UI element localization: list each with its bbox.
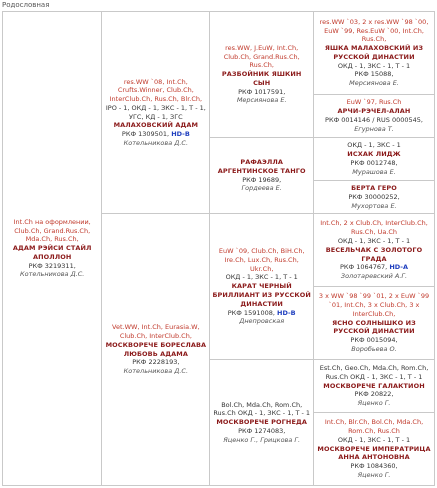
dsd-reg: РКФ 0015094, — [350, 336, 398, 345]
dam-name-link[interactable]: МОСКВОРЕЧЕ БОРЕСЛАВА ЛЮБОВЬ АДАМА — [105, 340, 207, 358]
dds-tests: Est.Ch, Geo.Ch, Mda.Ch, Rom.Ch, Rus.Ch ОКД - 1, ЗКС - 1, Т - 1 — [319, 364, 429, 381]
ds-reg: РКФ 1591008, — [227, 308, 275, 317]
ssd-owner: Егурнова Т. — [354, 124, 394, 133]
sire-titles: res.WW `08, Int.Ch, Crufts.Winner, Club.Ch, InterClub.Ch, Rus.Ch, Blr.Ch, — [109, 77, 203, 104]
dog-name-link[interactable]: АДАМ РЭЙСИ СТАЙЛ АПОЛЛОН — [12, 244, 92, 261]
sdd-reg: РКФ 30000252, — [348, 192, 400, 201]
ss-titles: res.WW, J.EuW, Int.Ch, Club.Ch, Grand.Rus.Ch, Rus.Ch, — [223, 43, 300, 70]
ss-owner: Мерсиянова Е. — [236, 96, 287, 105]
ssd-titles: EuW `97, Rus.Ch — [346, 98, 402, 107]
dds-reg: РКФ 20822, — [354, 390, 394, 399]
ds-owner: Днепровская — [239, 317, 285, 326]
sire-owner: Котельникова Д.С. — [123, 138, 189, 147]
pedigree-cell-dsd — [314, 287, 435, 360]
ssd-reg: РКФ 0014146 / RUS 0000545, — [325, 115, 423, 124]
pedigree-cell-ss — [210, 12, 314, 138]
sire-reg: РКФ 1309501, — [121, 130, 170, 139]
sire-tests: IPO - 1, ОКД - 1, ЗКС - 1, Т - 1, УГС, КД - 1, ЗГС — [105, 103, 206, 121]
dss-hd: HD-A — [389, 263, 408, 272]
pedigree-table — [2, 11, 435, 486]
ddd-owner: Яценко Г. — [357, 470, 391, 479]
sire-name-link[interactable]: МАЛАХОВСКИЙ АДАМ — [113, 121, 199, 130]
pedigree-cell-dog — [3, 12, 102, 486]
dog-reg: РКФ 3219311, — [28, 261, 76, 270]
sds-name-link[interactable]: ИСХАК ЛИДЖ — [347, 150, 401, 159]
dd-owner: Яценко Г., Грицкова Г. — [223, 435, 301, 444]
ss-reg: РКФ 1017591, — [238, 87, 286, 96]
sds-owner: Мурашова Е. — [352, 167, 396, 176]
ssd-name-link[interactable]: АРЧИ-РЭЧЕЛ-АЛАН — [337, 107, 411, 116]
ds-titles: EuW `09, Club.Ch, BiH.Ch, Ire.Ch, Lux.Ch, Rus.Ch, Ukr.Ch, — [218, 247, 305, 273]
sd-owner: Гордеева Е. — [241, 184, 282, 193]
pedigree-cell-dam — [102, 214, 210, 486]
dss-tests: ОКД - 1, ЗКС - 1, Т - 1 — [337, 237, 411, 246]
sdd-owner: Мухортова Е. — [351, 201, 397, 210]
dog-owner: Котельникова Д.С. — [19, 270, 85, 279]
dsd-owner: Воробьева О. — [351, 344, 397, 353]
ddd-titles: Int.Ch, Blr.Ch, Bol.Ch, Mda.Ch, Rom.Ch, Rus.Ch — [324, 418, 424, 436]
dam-owner: Котельникова Д.С. — [123, 367, 189, 376]
ds-hd: HD-B — [277, 308, 296, 317]
dd-name-link[interactable]: МОСКВОРЕЧЕ РОГНЕДА — [216, 418, 308, 427]
sss-tests: ОКД - 1, ЗКС - 1, Т - 1 — [337, 61, 411, 70]
pedigree-cell-sdd — [314, 181, 435, 214]
dd-reg: РКФ 1274083, — [238, 426, 286, 435]
pedigree-cell-ds — [210, 214, 314, 360]
sss-owner: Мерсиянова Е. — [349, 79, 399, 88]
ss-name-link[interactable]: РАЗБОЙНИК ЯШКИН СЫН — [221, 70, 302, 87]
pedigree-cell-sire — [102, 12, 210, 214]
sire-hd: HD-B — [171, 130, 190, 139]
pedigree-cell-sss — [314, 12, 435, 95]
dss-titles: Int.Ch, 2 x Club.Ch, InterClub.Ch, Rus.Ch, Ua.Ch — [320, 219, 428, 237]
dam-titles: Vet.WW, Int.Ch, Eurasia.W, Club.Ch, InterClub.Ch, — [112, 323, 200, 341]
page-title: Родословная — [2, 1, 50, 9]
ddd-name-link[interactable]: МОСКВОРЕЧЕ ИМПЕРАТРИЦА АННА АНТОНОВНА — [317, 444, 431, 462]
dds-name-link[interactable]: МОСКВОРЕЧЕ ГАЛАКТИОН — [323, 381, 425, 390]
pedigree-cell-sds — [314, 137, 435, 180]
dss-name-link[interactable]: ВЕСЕЛЬЧАК С ЗОЛОТОГО ГРАДА — [325, 245, 423, 263]
dd-tests: Bol.Ch, Mda.Ch, Rom.Ch, Rus.Ch ОКД - 1, ЗКС - 1, Т - 1 — [213, 400, 311, 418]
dog-titles: Int.Ch на оформлении, Club.Ch, Grand.Rus.Ch, Mda.Ch, Rus.Ch, — [13, 217, 91, 244]
sds-tests: ОКД - 1, ЗКС - 1 — [347, 141, 401, 150]
dss-reg: РКФ 1064767, — [340, 263, 388, 272]
sdd-name-link[interactable]: БЕРТА ГЕРО — [351, 183, 397, 192]
sss-titles: res.WW `03, 2 x res.WW `98 `00, EuW `99, Res.EuW `00, Int.Ch, Rus.Ch, — [319, 17, 429, 44]
sd-reg: РКФ 19689, — [242, 175, 282, 184]
ddd-tests: ОКД - 1, ЗКС - 1, Т - 1 — [337, 435, 411, 444]
sd-name-link[interactable]: РАФАЭЛЛА АРГЕНТИНСКОЕ ТАНГО — [217, 158, 306, 175]
dsd-titles: 3 x WW `98 `99 `01, 2 x EuW `99 `01, Int.Ch, 3 x Club.Ch, 3 x InterClub.Ch, — [318, 292, 430, 318]
pedigree-cell-sd — [210, 137, 314, 213]
sss-reg: РКФ 15088, — [354, 70, 394, 79]
pedigree-cell-dss — [314, 214, 435, 287]
pedigree-cell-dd — [210, 360, 314, 486]
pedigree-cell-ddd — [314, 413, 435, 486]
ds-name-link[interactable]: КАРАТ ЧЕРНЫЙ БРИЛЛИАНТ ИЗ РУССКОЙ ДИНАСТИИ — [212, 282, 311, 308]
pedigree-cell-ssd — [314, 94, 435, 137]
dam-reg: РКФ 2228193, — [132, 358, 180, 367]
pedigree-cell-dds — [314, 360, 435, 413]
sds-reg: РКФ 0012748, — [350, 158, 398, 167]
ds-tests: ОКД - 1, ЗКС - 1, Т - 1 — [225, 273, 298, 282]
dsd-name-link[interactable]: ЯСНО СОЛНЫШКО ИЗ РУССКОЙ ДИНАСТИИ — [332, 318, 416, 336]
dds-owner: Яценко Г. — [357, 399, 391, 408]
sss-name-link[interactable]: ЯШКА МАЛАХОВСКИЙ ИЗ РУССКОЙ ДИНАСТИИ — [324, 44, 424, 61]
ddd-reg: РКФ 1084360, — [350, 462, 398, 471]
dss-owner: Золотаревский А.Г. — [340, 272, 408, 281]
